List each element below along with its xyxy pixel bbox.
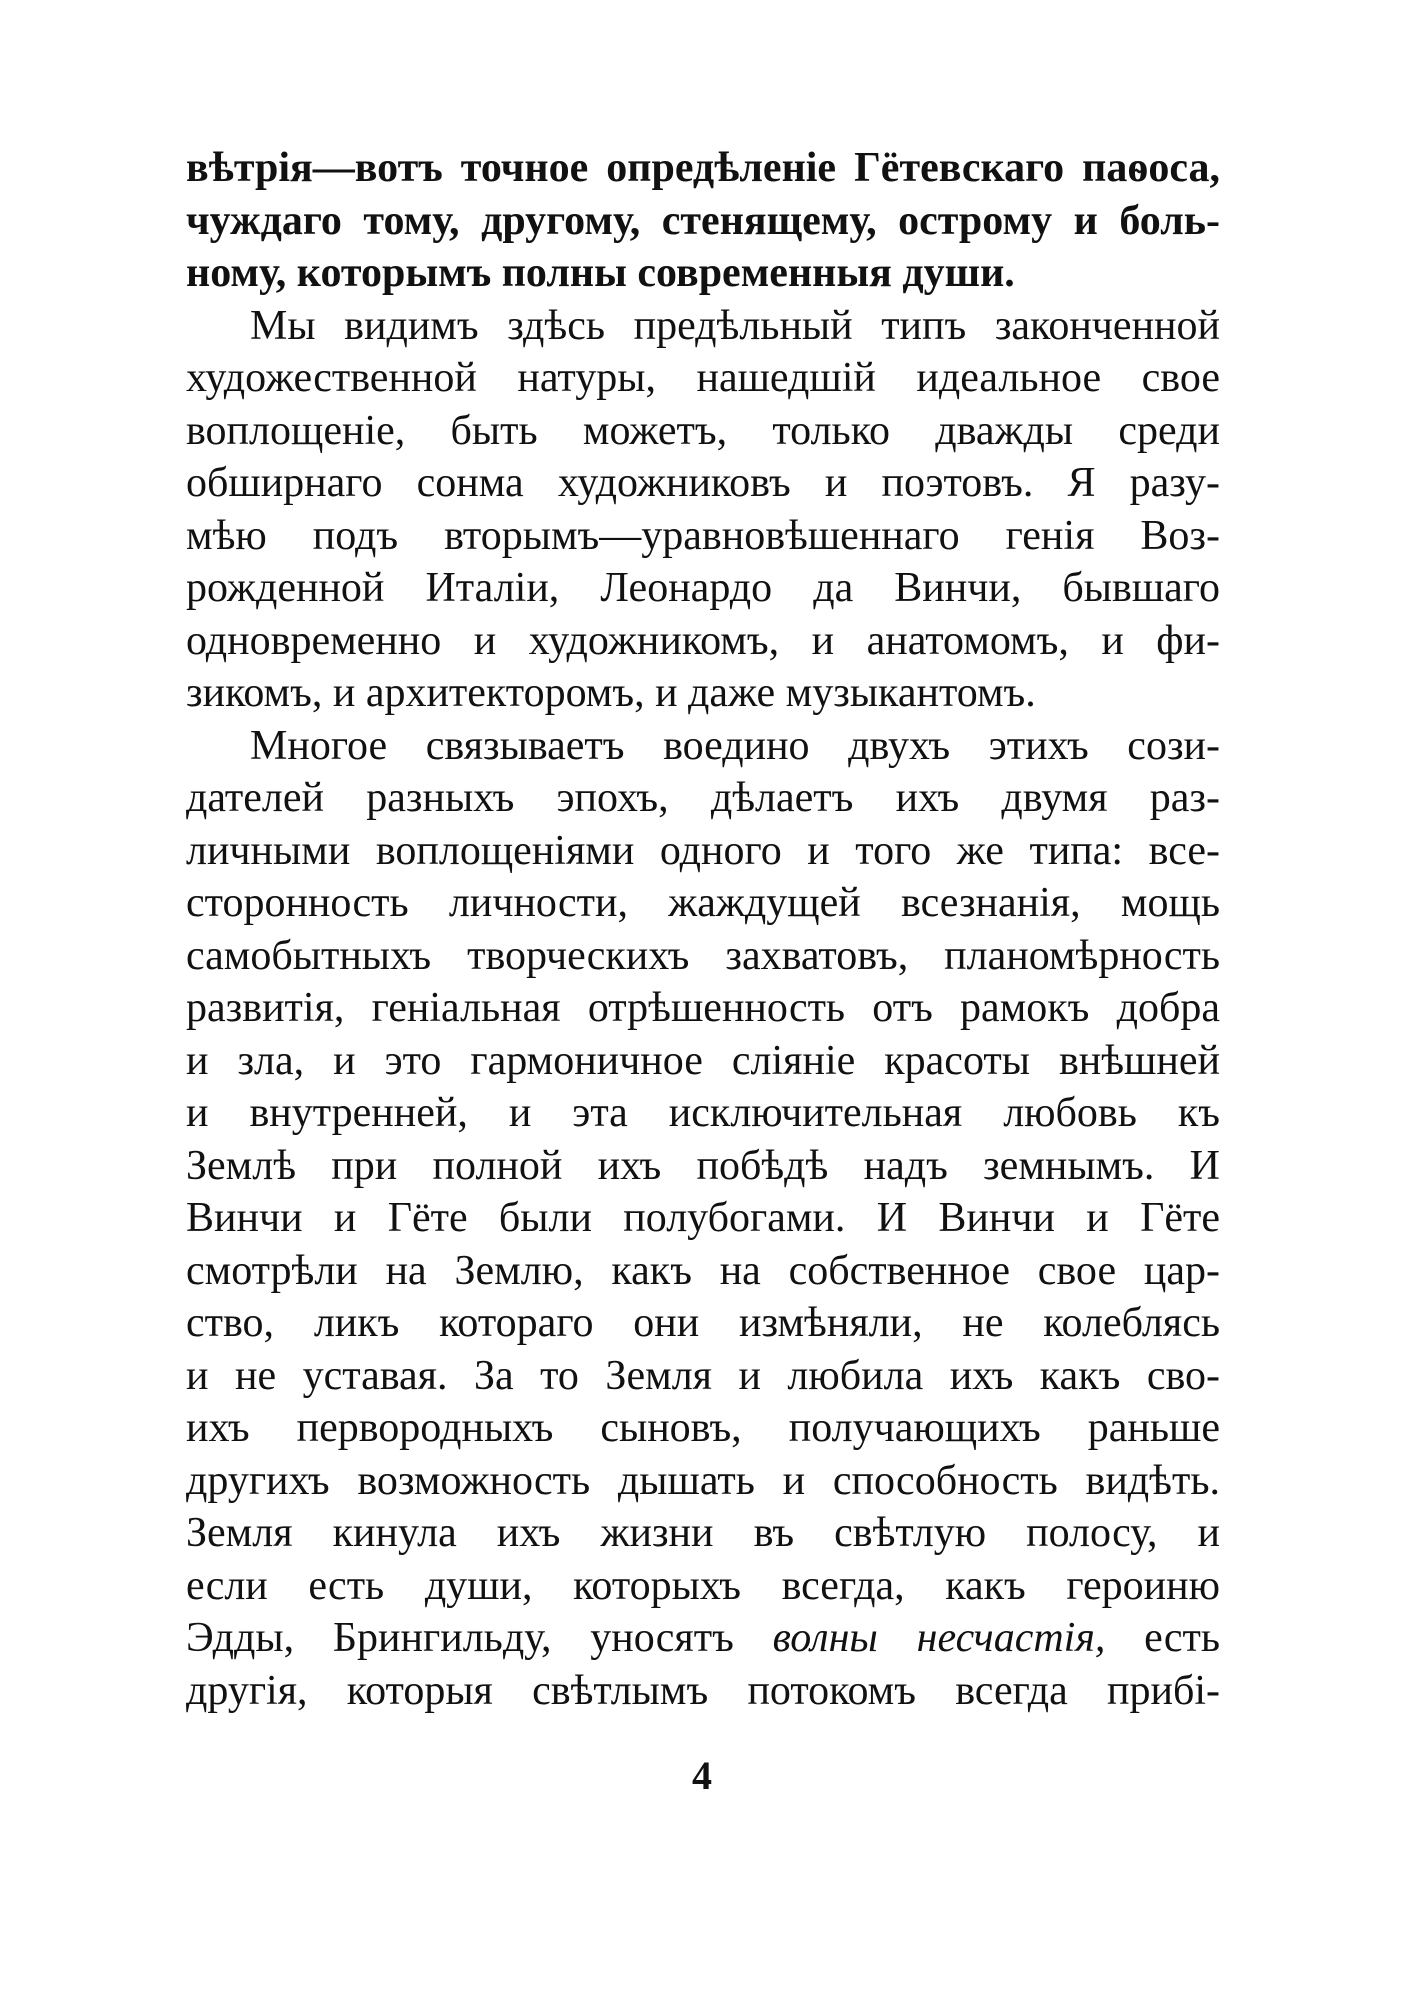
text-line-18: и зла, и это гармоничное сліяніе красоты внѣшней xyxy=(186,1037,1220,1084)
text-line-7: обширнаго сонма художниковъ и поэтовъ. Я разу- xyxy=(186,460,1220,506)
text-line-25: ихъ первородныхъ сыновъ, получающихъ раньше xyxy=(186,1405,1220,1451)
text-line-11: зикомъ, и архитекторомъ, и даже музыкантомъ. xyxy=(186,670,1036,716)
text-line-10: одновременно и художникомъ, и анатомомъ, и фи- xyxy=(186,617,1220,664)
text-line-3: ному, которымъ полны современныя души. xyxy=(186,250,1015,296)
text-line-14: личными воплощеніями одного и того же типа: все- xyxy=(186,827,1220,874)
text-line-29-italic: волны несчастія, xyxy=(772,1615,1106,1661)
text-line-17: развитія, геніальная отрѣшенность отъ рамокъ добра xyxy=(186,985,1220,1031)
text-line-29-end: есть xyxy=(1105,1615,1220,1661)
text-line-12: Многое связываетъ воедино двухъ этихъ сози- xyxy=(250,722,1220,769)
text-line-24: и не уставая. За то Земля и любила ихъ какъ сво- xyxy=(186,1352,1220,1399)
text-line-30: другія, которыя свѣтлымъ потокомъ всегда прибі- xyxy=(186,1667,1220,1714)
text-line-15: сторонность личности, жаждущей всезнанія, мощь xyxy=(186,880,1220,926)
text-line-13: дателей разныхъ эпохъ, дѣлаетъ ихъ двумя раз- xyxy=(186,775,1220,821)
body-text xyxy=(186,142,1220,1717)
text-line-22: смотрѣли на Землю, какъ на собственное свое цар- xyxy=(186,1247,1220,1294)
text-line-4: Мы видимъ здѣсь предѣльный типъ законченной xyxy=(250,302,1220,349)
text-line-27: Земля кинула ихъ жизни въ свѣтлую полосу, и xyxy=(186,1510,1220,1556)
text-line-5: художественной натуры, нашедшій идеальное свое xyxy=(186,355,1220,401)
text-line-28: если есть души, которыхъ всегда, какъ героиню xyxy=(186,1562,1220,1609)
text-line-1: вѣтрія—вотъ точное опредѣленіе Гётевскаго паѳоса, xyxy=(186,145,1220,191)
text-line-6: воплощеніе, быть можетъ, только дважды среди xyxy=(186,407,1220,454)
text-line-23: ство, ликъ котораго они измѣняли, не колеблясь xyxy=(186,1300,1220,1346)
text-line-19: и внутренней, и эта исключительная любовь къ xyxy=(186,1090,1220,1136)
text-line-8: мѣю подъ вторымъ—уравновѣшеннаго генія Воз- xyxy=(186,512,1220,559)
text-line-21: Винчи и Гёте были полубогами. И Винчи и Гёте xyxy=(186,1195,1220,1241)
page-number: 4 xyxy=(692,1753,712,1798)
text-line-9: рожденной Италіи, Леонардо да Винчи, бывшаго xyxy=(186,565,1220,611)
text-line-29 xyxy=(186,1612,1220,1665)
text-line-26: другихъ возможность дышать и способность видѣть. xyxy=(186,1457,1220,1504)
text-line-16: самобытныхъ творческихъ захватовъ, планомѣрность xyxy=(186,932,1220,979)
text-line-29-start: Эдды, Брингильду, уносятъ xyxy=(186,1615,773,1661)
text-line-2: чуждаго тому, другому, стенящему, острому и боль- xyxy=(186,197,1220,244)
text-line-20: Землѣ при полной ихъ побѣдѣ надъ земнымъ. И xyxy=(186,1142,1220,1189)
